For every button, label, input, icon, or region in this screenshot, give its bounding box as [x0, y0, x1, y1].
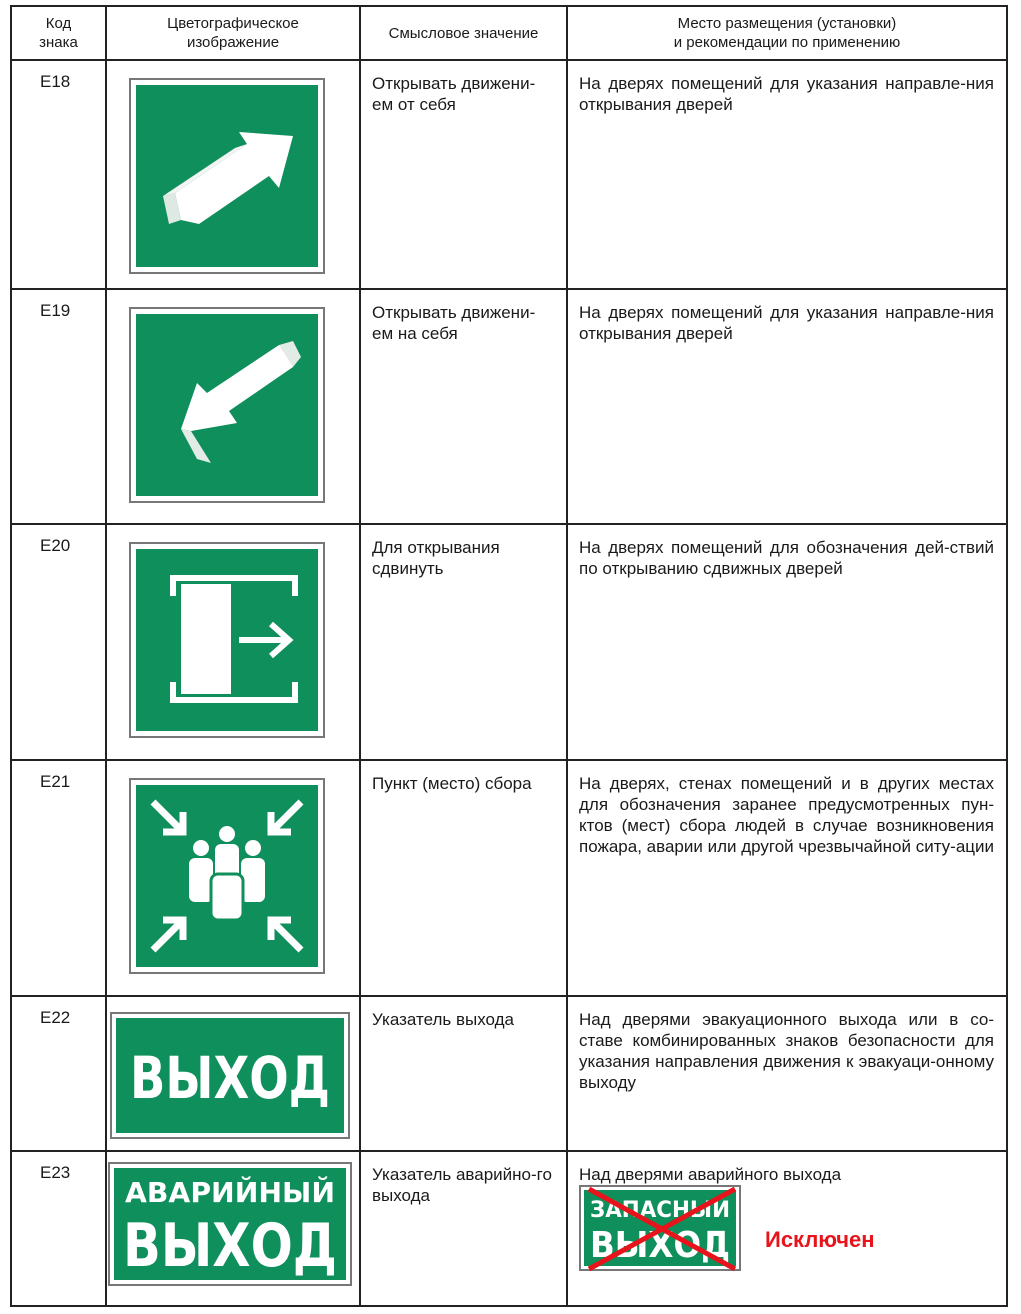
- table-row: [11, 60, 1007, 289]
- sign-meaning: Открывать движени-ем на себя: [360, 289, 567, 524]
- sign-image-cell: [106, 996, 360, 1151]
- excluded-label: Исключен: [765, 1227, 875, 1252]
- sign-meaning: Открывать движени-ем от себя: [360, 60, 567, 289]
- sign-code: E18: [11, 60, 106, 289]
- sign-meaning: Указатель выхода: [360, 996, 567, 1151]
- sign-meaning: Для открывания сдвинуть: [360, 524, 567, 760]
- sign-placement: На дверях, стенах помещений и в других местах для обозначения заранее предусмотренных пун-ктов (мест) сбора людей в случае возникновения пожара, аварии или другой чрезвычайной ситу-ации: [567, 760, 1007, 996]
- header-image-line2: изображение: [186, 34, 280, 51]
- sign-code: E23: [11, 1151, 106, 1306]
- sign-image-cell: [106, 289, 360, 524]
- old-sign-line2: ВЫХОД: [590, 1225, 730, 1266]
- sign-placement: На дверях помещений для указания направле-ния открывания дверей: [567, 60, 1007, 289]
- sign-image-cell: [106, 60, 360, 289]
- header-meaning-text: Смысловое значение: [388, 24, 539, 42]
- excluded-old-sign-icon: [579, 1185, 741, 1271]
- sign-placement: На дверях помещений для указания направле-ния открывания дверей: [567, 289, 1007, 524]
- table-header: [11, 6, 1007, 60]
- sign-placement-text: Над дверями аварийного выхода: [579, 1165, 842, 1184]
- emergency-exit-sign-icon: [108, 1162, 352, 1286]
- push-door-arrow-icon: [129, 78, 325, 274]
- sign-image-cell: [106, 1151, 360, 1306]
- exit-sign-text: ВЫХОД: [130, 1044, 330, 1112]
- pull-door-arrow-icon: [129, 307, 325, 503]
- header-place-line1: Место размещения (установки): [677, 15, 897, 32]
- sign-image-cell: [106, 524, 360, 760]
- sliding-door-icon: [129, 542, 325, 738]
- sign-meaning: Пункт (место) сбора: [360, 760, 567, 996]
- emergency-sign-line2: ВЫХОД: [123, 1211, 337, 1281]
- excluded-sign-note: [579, 1185, 994, 1295]
- table-row: [11, 1151, 1007, 1306]
- sign-meaning: Указатель аварийно-го выхода: [360, 1151, 567, 1306]
- safety-signs-table: [10, 5, 1008, 1307]
- header-place: [567, 6, 1007, 60]
- header-meaning: [360, 6, 567, 60]
- header-code-line1: Код: [45, 15, 72, 32]
- table-row: [11, 524, 1007, 760]
- header-place-line2: и рекомендации по применению: [673, 34, 901, 51]
- header-image: [106, 6, 360, 60]
- emergency-sign-line1: АВАРИЙНЫЙ: [125, 1176, 333, 1209]
- header-code-line2: знака: [39, 34, 78, 51]
- sign-code: E20: [11, 524, 106, 760]
- assembly-point-icon: [129, 778, 325, 974]
- sign-code: E19: [11, 289, 106, 524]
- sign-placement: Над дверями эвакуационного выхода или в со-ставе комбинированных знаков безопасности для указания направления движения к эвакуаци-онному выходу: [567, 996, 1007, 1151]
- old-sign-line1: ЗАПАСНЫЙ: [590, 1198, 734, 1223]
- exit-sign-icon: [110, 1012, 350, 1139]
- header-image-line1: Цветографическое: [167, 15, 299, 32]
- sign-placement: На дверях помещений для обозначения дей-ствий по открыванию сдвижных дверей: [567, 524, 1007, 760]
- header-code: [11, 6, 106, 60]
- table-row: [11, 289, 1007, 524]
- sign-code: E22: [11, 996, 106, 1151]
- sign-code: E21: [11, 760, 106, 996]
- sign-image-cell: [106, 760, 360, 996]
- table-row: [11, 760, 1007, 996]
- sign-placement: [567, 1151, 1007, 1306]
- table-row: [11, 996, 1007, 1151]
